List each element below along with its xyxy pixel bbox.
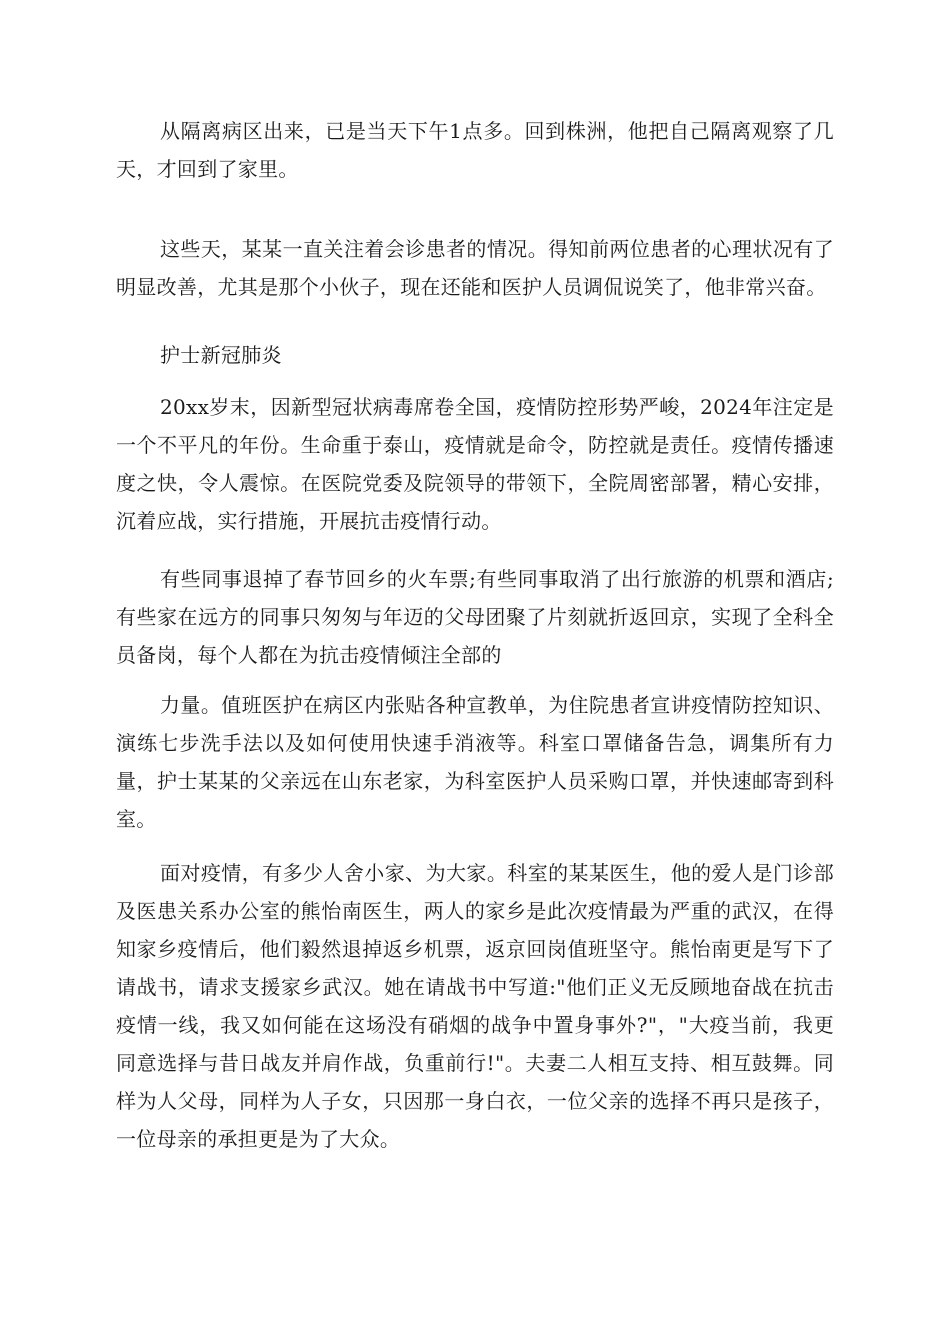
paragraph-patient-follow-up: 这些天，某某一直关注着会诊患者的情况。得知前两位患者的心理状况有了明显改善，尤其是那个小伙子，现在还能和医护人员调侃说笑了，他非常兴奋。 — [116, 237, 834, 299]
section-heading: 护士新冠肺炎 — [160, 343, 282, 367]
paragraph-epidemic-overview: 20xx岁末，因新型冠状病毒席卷全国，疫情防控形势严峻，2024年注定是一个不平凡的年份。生命重于泰山，疫情就是命令，防控就是责任。疫情传播速度之快，令人震惊。在医院党委及院领导的带领下，全院周密部署，精心安排，沉着应战，实行措施，开展抗击疫情行动。 — [116, 395, 834, 533]
paragraph-doctor-couple: 面对疫情，有多少人舍小家、为大家。科室的某某医生，他的爱人是门诊部及医患关系办公室的熊怡南医生，两人的家乡是此次疫情最为严重的武汉，在得知家乡疫情后，他们毅然退掉返乡机票，返京回岗值班坚守。熊怡南更是写下了请战书，请求支援家乡武汉。她在请战书中写道:"他们正义无反顾地奋战在抗击疫情一线，我又如何能在这场没有硝烟的战争中置身事外?"，"大疫当前，我更同意选择与昔日战友并肩作战，负重前行!"。夫妻二人相互支持、相互鼓舞。同样为人父母，同样为人子女，只因那一身白衣，一位父亲的选择不再只是孩子，一位母亲的承担更是为了大众。 — [116, 861, 834, 1151]
paragraph-colleagues-sacrifice: 有些同事退掉了春节回乡的火车票;有些同事取消了出行旅游的机票和酒店;有些家在远方的同事只匆匆与年迈的父母团聚了片刻就折返回京，实现了全科全员备岗，每个人都在为抗击疫情倾注全部的 — [116, 567, 834, 667]
paragraph-ward-preparation: 力量。值班医护在病区内张贴各种宣教单，为住院患者宣讲疫情防控知识、演练七步洗手法以及如何使用快速手消液等。科室口罩储备告急，调集所有力量，护士某某的父亲远在山东老家，为科室医护人员采购口罩，并快速邮寄到科室。 — [116, 693, 834, 831]
paragraph-leaving-ward: 从隔离病区出来，已是当天下午1点多。回到株洲，他把自己隔离观察了几天，才回到了家里。 — [116, 119, 834, 181]
